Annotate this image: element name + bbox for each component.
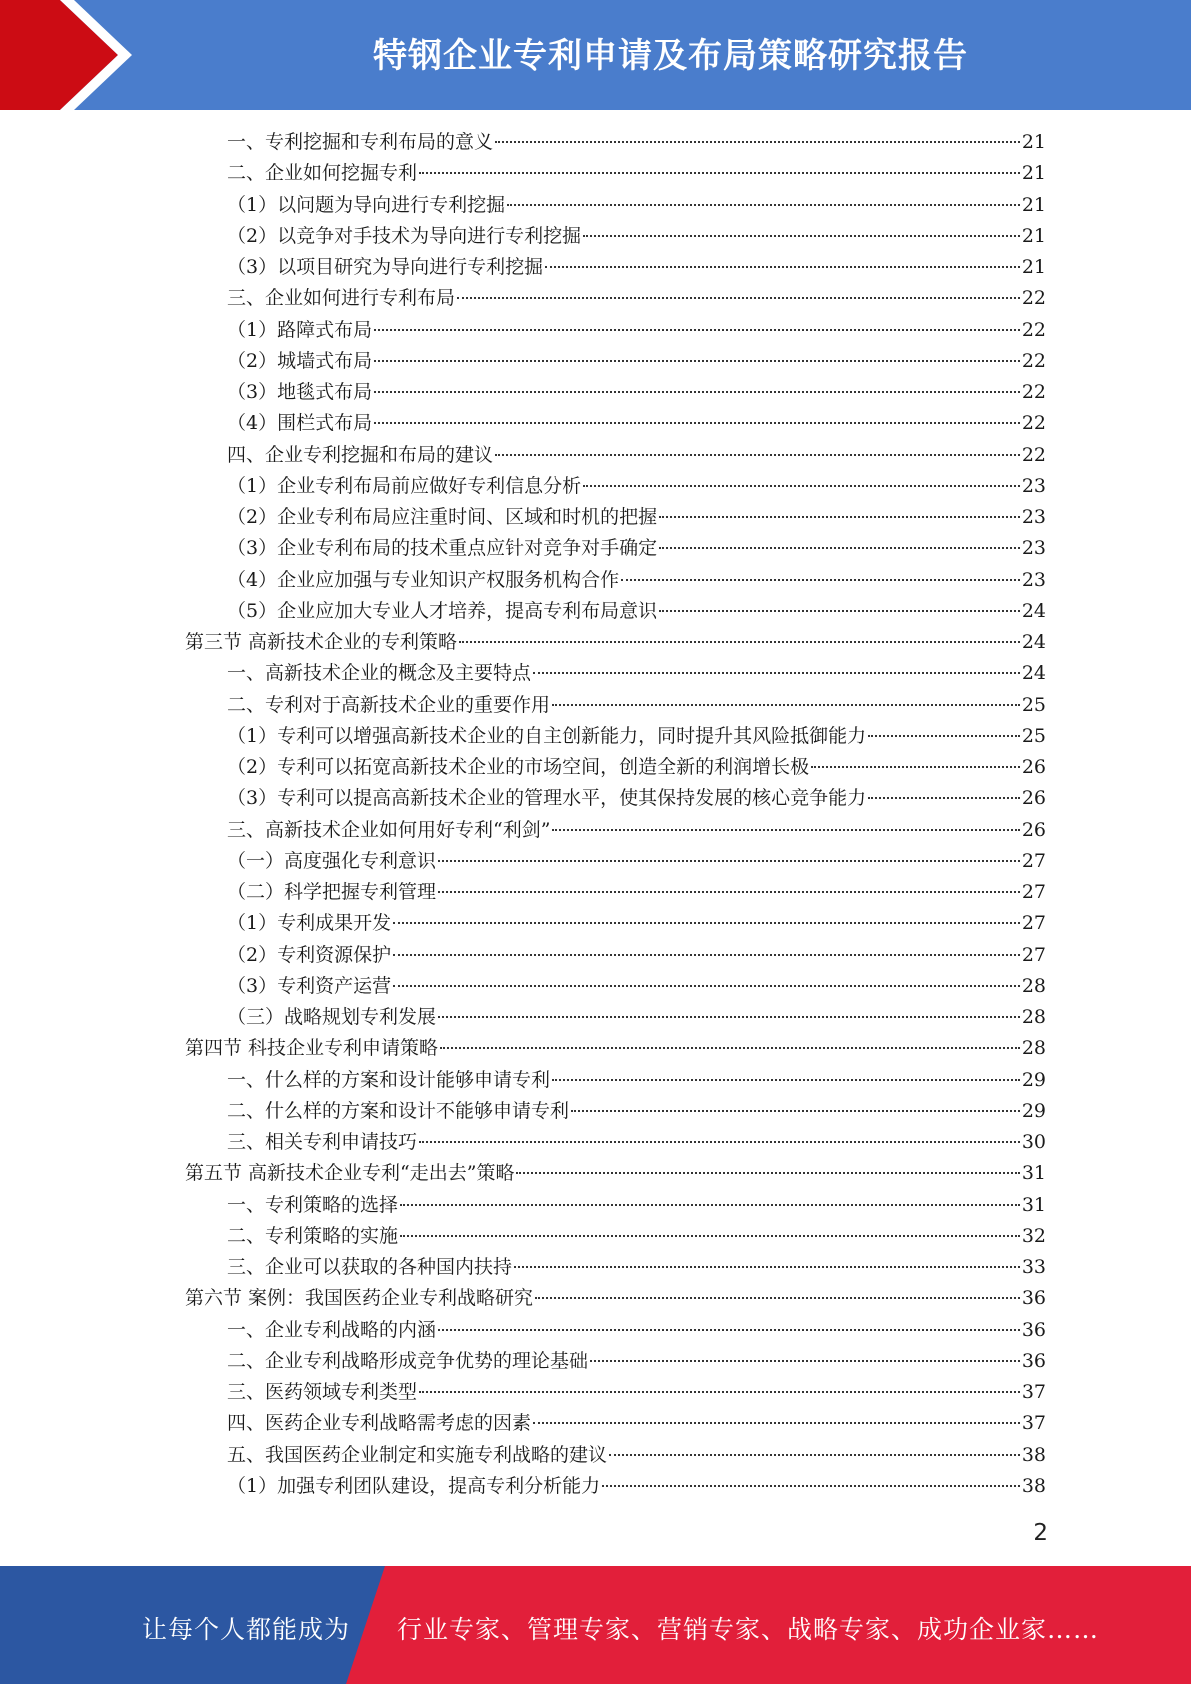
toc-entry[interactable] bbox=[185, 1158, 1046, 1189]
toc-entry-title: （一）高度强化专利意识 bbox=[227, 849, 437, 872]
toc-entry-page: 37 bbox=[1021, 1412, 1046, 1435]
toc-entry-page: 27 bbox=[1021, 912, 1046, 935]
toc-entry-page: 27 bbox=[1021, 943, 1046, 966]
toc-leader-dots bbox=[535, 1297, 1020, 1299]
toc-entry[interactable] bbox=[227, 158, 1046, 189]
toc-entry-page: 23 bbox=[1021, 568, 1046, 591]
toc-entry-title: （2）以竞争对手技术为导向进行专利挖掘 bbox=[227, 224, 582, 247]
toc-leader-dots bbox=[609, 1454, 1020, 1456]
toc-entry[interactable] bbox=[227, 1346, 1046, 1377]
toc-leader-dots bbox=[419, 172, 1020, 174]
toc-entry-page: 21 bbox=[1021, 224, 1046, 247]
toc-entry-title: 三、企业可以获取的各种国内扶持 bbox=[227, 1256, 513, 1278]
toc-entry-title: 一、企业专利战略的内涵 bbox=[227, 1318, 437, 1341]
toc-entry[interactable] bbox=[227, 690, 1046, 721]
toc-entry-page: 26 bbox=[1021, 787, 1046, 810]
toc-entry-page: 24 bbox=[1021, 599, 1046, 622]
toc-leader-dots bbox=[590, 1360, 1020, 1362]
toc-entry-title: （1）专利可以增强高新技术企业的自主创新能力，同时提升其风险抵御能力 bbox=[227, 724, 867, 747]
toc-entry[interactable] bbox=[227, 1471, 1046, 1502]
toc-leader-dots bbox=[514, 1266, 1020, 1268]
toc-leader-dots bbox=[438, 891, 1020, 893]
toc-entry[interactable] bbox=[227, 440, 1046, 471]
toc-leader-dots bbox=[516, 1172, 1019, 1174]
toc-entry-page: 28 bbox=[1021, 1037, 1046, 1060]
toc-entry[interactable] bbox=[227, 1440, 1046, 1471]
toc-entry[interactable] bbox=[227, 1096, 1046, 1127]
toc-entry[interactable] bbox=[227, 221, 1046, 252]
toc-entry-title: 二、专利策略的实施 bbox=[227, 1224, 399, 1247]
toc-entry-title: 三、高新技术企业如何用好专利“利剑” bbox=[227, 818, 551, 841]
toc-entry[interactable] bbox=[227, 502, 1046, 533]
toc-entry[interactable] bbox=[227, 815, 1046, 846]
toc-entry[interactable] bbox=[185, 1033, 1046, 1064]
toc-entry-title: （2）专利资源保护 bbox=[227, 943, 392, 966]
toc-leader-dots bbox=[602, 1485, 1020, 1487]
toc-entry[interactable] bbox=[227, 1127, 1046, 1158]
toc-entry-page: 22 bbox=[1021, 443, 1046, 466]
toc-entry[interactable] bbox=[227, 1002, 1046, 1033]
toc-entry-title: 一、什么样的方案和设计能够申请专利 bbox=[227, 1068, 551, 1091]
toc-entry[interactable] bbox=[227, 783, 1046, 814]
toc-entry-page: 22 bbox=[1021, 412, 1046, 435]
toc-entry[interactable] bbox=[227, 283, 1046, 314]
toc-entry-page: 25 bbox=[1021, 724, 1046, 747]
toc-entry-title: （1）企业专利布局前应做好专利信息分析 bbox=[227, 474, 582, 497]
toc-leader-dots bbox=[495, 141, 1020, 143]
footer-slogan-right: 行业专家、管理专家、营销专家、战略专家、成功企业家…… bbox=[397, 1615, 1100, 1644]
footer-slogan-left: 让每个人都能成为 bbox=[142, 1615, 351, 1644]
toc-entry-title: 第五节 高新技术企业专利“走出去”策略 bbox=[185, 1162, 515, 1185]
toc-leader-dots bbox=[583, 485, 1020, 487]
page-header bbox=[0, 0, 1191, 110]
toc-entry-title: 五、我国医药企业制定和实施专利战略的建议 bbox=[227, 1443, 608, 1466]
toc-entry-title: 一、高新技术企业的概念及主要特点 bbox=[227, 662, 532, 685]
toc-entry[interactable] bbox=[227, 533, 1046, 564]
toc-entry[interactable] bbox=[227, 377, 1046, 408]
toc-entry[interactable] bbox=[227, 1190, 1046, 1221]
toc-entry-page: 24 bbox=[1021, 631, 1046, 653]
toc-entry-title: 二、什么样的方案和设计不能够申请专利 bbox=[227, 1099, 570, 1122]
toc-entry-page: 22 bbox=[1021, 318, 1046, 341]
toc-entry-page: 21 bbox=[1021, 131, 1046, 153]
toc-entry[interactable] bbox=[227, 252, 1046, 283]
toc-leader-dots bbox=[552, 1079, 1020, 1081]
toc-entry[interactable] bbox=[227, 1315, 1046, 1346]
toc-entry-title: （三）战略规划专利发展 bbox=[227, 1006, 437, 1028]
toc-entry-page: 26 bbox=[1021, 818, 1046, 841]
toc-leader-dots bbox=[400, 1235, 1020, 1237]
toc-entry-title: 四、医药企业专利战略需考虑的因素 bbox=[227, 1412, 532, 1435]
toc-leader-dots bbox=[507, 204, 1020, 206]
toc-leader-dots bbox=[571, 1110, 1020, 1112]
toc-entry-page: 38 bbox=[1021, 1474, 1046, 1497]
toc-entry-title: 二、企业专利战略形成竞争优势的理论基础 bbox=[227, 1349, 589, 1372]
toc-entry-title: 三、企业如何进行专利布局 bbox=[227, 287, 456, 310]
toc-entry[interactable] bbox=[185, 627, 1046, 658]
toc-entry-title: （2）企业专利布局应注重时间、区域和时机的把握 bbox=[227, 506, 658, 528]
toc-entry-page: 22 bbox=[1021, 381, 1046, 403]
toc-entry-page: 31 bbox=[1021, 1193, 1046, 1216]
toc-entry-page: 30 bbox=[1021, 1131, 1046, 1153]
toc-leader-dots bbox=[533, 672, 1020, 674]
toc-entry-title: （3）以项目研究为导向进行专利挖掘 bbox=[227, 256, 544, 278]
toc-entry-page: 23 bbox=[1021, 537, 1046, 560]
toc-entry-page: 24 bbox=[1021, 662, 1046, 685]
toc-entry[interactable] bbox=[227, 846, 1046, 877]
toc-leader-dots bbox=[545, 266, 1020, 268]
toc-leader-dots bbox=[659, 516, 1020, 518]
toc-leader-dots bbox=[868, 797, 1020, 799]
toc-leader-dots bbox=[393, 954, 1020, 956]
toc-leader-dots bbox=[374, 422, 1020, 424]
toc-leader-dots bbox=[495, 454, 1020, 456]
toc-entry-title: 一、专利挖掘和专利布局的意义 bbox=[227, 131, 494, 153]
toc-entry-title: （3）专利资产运营 bbox=[227, 974, 392, 997]
toc-entry[interactable] bbox=[227, 127, 1046, 158]
toc-entry-page: 23 bbox=[1021, 474, 1046, 497]
toc-entry-page: 29 bbox=[1021, 1099, 1046, 1122]
toc-entry-page: 38 bbox=[1021, 1443, 1046, 1466]
toc-entry-page: 32 bbox=[1021, 1224, 1046, 1247]
toc-entry-page: 21 bbox=[1021, 162, 1046, 185]
toc-entry-title: 第六节 案例：我国医药企业专利战略研究 bbox=[185, 1287, 534, 1310]
toc-entry-page: 36 bbox=[1021, 1318, 1046, 1341]
toc-leader-dots bbox=[400, 1204, 1020, 1206]
toc-entry-page: 25 bbox=[1021, 693, 1046, 716]
toc-leader-dots bbox=[374, 360, 1020, 362]
toc-leader-dots bbox=[419, 1391, 1020, 1393]
toc-entry[interactable] bbox=[227, 346, 1046, 377]
toc-entry-page: 33 bbox=[1021, 1256, 1046, 1278]
toc-entry[interactable] bbox=[227, 752, 1046, 783]
toc-entry-title: （3）地毯式布局 bbox=[227, 381, 373, 403]
toc-entry-title: （1）加强专利团队建设，提高专利分析能力 bbox=[227, 1474, 601, 1497]
toc-entry-page: 21 bbox=[1021, 256, 1046, 278]
toc-entry[interactable] bbox=[227, 596, 1046, 627]
toc-entry[interactable] bbox=[227, 1221, 1046, 1252]
toc-leader-dots bbox=[440, 1047, 1020, 1049]
toc-entry[interactable] bbox=[227, 190, 1046, 221]
toc-leader-dots bbox=[438, 1016, 1020, 1018]
toc-entry[interactable] bbox=[227, 908, 1046, 939]
toc-entry[interactable] bbox=[227, 940, 1046, 971]
toc-entry-page: 27 bbox=[1021, 881, 1046, 903]
toc-entry[interactable] bbox=[227, 721, 1046, 752]
toc-leader-dots bbox=[419, 1141, 1020, 1143]
toc-entry-title: 第三节 高新技术企业的专利策略 bbox=[185, 631, 458, 653]
toc-entry-page: 27 bbox=[1021, 849, 1046, 872]
toc-leader-dots bbox=[457, 297, 1020, 299]
toc-entry[interactable] bbox=[227, 1377, 1046, 1408]
toc-entry-page: 23 bbox=[1021, 506, 1046, 528]
toc-entry-page: 31 bbox=[1021, 1162, 1046, 1185]
toc-leader-dots bbox=[811, 766, 1020, 768]
toc-leader-dots bbox=[868, 735, 1020, 737]
toc-entry-title: （3）专利可以提高高新技术企业的管理水平，使其保持发展的核心竞争能力 bbox=[227, 787, 867, 810]
toc-entry-title: （2）城墙式布局 bbox=[227, 349, 373, 372]
page-footer bbox=[0, 1566, 1191, 1684]
toc-entry-title: 二、专利对于高新技术企业的重要作用 bbox=[227, 693, 551, 716]
toc-entry-page: 22 bbox=[1021, 349, 1046, 372]
toc-entry-title: （5）企业应加大专业人才培养，提高专利布局意识 bbox=[227, 599, 658, 622]
toc-leader-dots bbox=[659, 610, 1020, 612]
toc-entry[interactable] bbox=[227, 408, 1046, 439]
toc-entry-title: 四、企业专利挖掘和布局的建议 bbox=[227, 443, 494, 466]
toc-entry[interactable] bbox=[227, 315, 1046, 346]
toc-leader-dots bbox=[438, 860, 1020, 862]
toc-entry-title: （1）以问题为导向进行专利挖掘 bbox=[227, 193, 506, 216]
toc-leader-dots bbox=[533, 1422, 1020, 1424]
toc-leader-dots bbox=[659, 547, 1020, 549]
toc-leader-dots bbox=[393, 985, 1020, 987]
toc-leader-dots bbox=[583, 235, 1020, 237]
toc-entry-page: 26 bbox=[1021, 756, 1046, 778]
toc-entry[interactable] bbox=[227, 1408, 1046, 1439]
toc-entry[interactable] bbox=[227, 471, 1046, 502]
page-number: 2 bbox=[1033, 1520, 1048, 1546]
toc-entry[interactable] bbox=[227, 1065, 1046, 1096]
toc-entry[interactable] bbox=[227, 565, 1046, 596]
toc-entry-title: 三、相关专利申请技巧 bbox=[227, 1131, 418, 1153]
toc-entry[interactable] bbox=[227, 1252, 1046, 1283]
toc-entry[interactable] bbox=[227, 877, 1046, 908]
toc-entry-title: （二）科学把握专利管理 bbox=[227, 881, 437, 903]
toc-entry-page: 36 bbox=[1021, 1349, 1046, 1372]
toc-entry-title: 第四节 科技企业专利申请策略 bbox=[185, 1037, 439, 1060]
toc-leader-dots bbox=[374, 391, 1020, 393]
toc-entry[interactable] bbox=[185, 1283, 1046, 1314]
toc-entry[interactable] bbox=[227, 971, 1046, 1002]
toc-leader-dots bbox=[374, 329, 1020, 331]
toc-leader-dots bbox=[552, 829, 1019, 831]
toc-leader-dots bbox=[393, 922, 1020, 924]
toc-entry-title: （1）专利成果开发 bbox=[227, 912, 392, 935]
toc-entry-title: 一、专利策略的选择 bbox=[227, 1193, 399, 1216]
toc-entry-title: （1）路障式布局 bbox=[227, 318, 373, 341]
toc-leader-dots bbox=[552, 704, 1020, 706]
toc-entry-page: 21 bbox=[1021, 193, 1046, 216]
toc-entry-page: 29 bbox=[1021, 1068, 1046, 1091]
report-title: 特钢企业专利申请及布局策略研究报告 bbox=[373, 36, 968, 76]
toc-entry-page: 37 bbox=[1021, 1381, 1046, 1403]
toc-leader-dots bbox=[438, 1329, 1020, 1331]
toc-entry-title: 三、医药领域专利类型 bbox=[227, 1381, 418, 1403]
toc-entry-page: 22 bbox=[1021, 287, 1046, 310]
toc-entry-title: （4）企业应加强与专业知识产权服务机构合作 bbox=[227, 568, 620, 591]
toc-entry-title: 二、企业如何挖掘专利 bbox=[227, 162, 418, 185]
toc-entry-title: （2）专利可以拓宽高新技术企业的市场空间，创造全新的利润增长极 bbox=[227, 756, 810, 778]
toc-entry-title: （3）企业专利布局的技术重点应针对竞争对手确定 bbox=[227, 537, 658, 560]
toc-entry-page: 28 bbox=[1021, 974, 1046, 997]
toc-entry-page: 28 bbox=[1021, 1006, 1046, 1028]
toc-entry[interactable] bbox=[227, 658, 1046, 689]
toc-entry-page: 36 bbox=[1021, 1287, 1046, 1310]
toc-leader-dots bbox=[459, 641, 1020, 643]
red-chevron-icon bbox=[0, 0, 160, 110]
toc-entry-title: （4）围栏式布局 bbox=[227, 412, 373, 435]
toc-leader-dots bbox=[621, 579, 1020, 581]
